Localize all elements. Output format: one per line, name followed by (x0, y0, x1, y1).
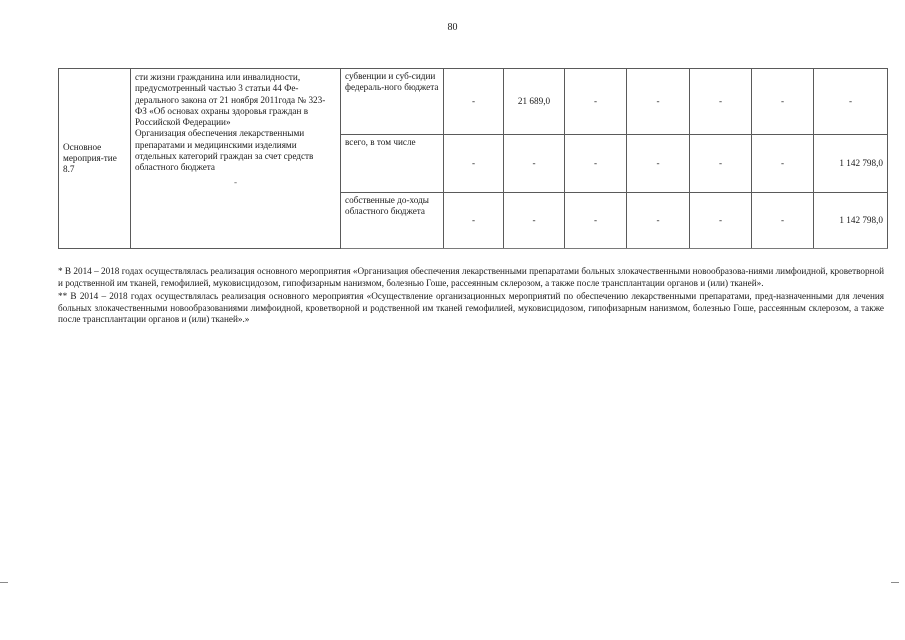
value-cell: - (565, 69, 627, 135)
value-cell: - (565, 135, 627, 193)
scan-edge-mark-right (891, 582, 899, 583)
value-cell: - (504, 193, 565, 249)
value-cell: 1 142 798,0 (814, 135, 888, 193)
description-cell (131, 69, 341, 249)
table-row (59, 69, 888, 135)
footnote-1: * В 2014 – 2018 годах осуществлялась реализация основного мероприятия «Организация обеспечения лекарственными препаратами больных злокачественными новообразова-ниями лимфоидной, кроветворной и родственной им тканей, гемофилией, муковисцидозом, гипофизарным нанизмом, болезнью Гоше, рассеянным склерозом, а также после трансплантации органов и (или) тканей». (58, 266, 884, 288)
value-cell: - (627, 193, 690, 249)
value-cell: - (690, 69, 752, 135)
value-cell: - (444, 193, 504, 249)
description-main: Организация обеспечения лекарственными препаратами и медицинскими изделиями отдельных категорий граждан за счет средств областного бюджета (135, 128, 314, 173)
funding-table (58, 68, 888, 249)
value-cell: - (752, 69, 814, 135)
value-cell: - (814, 69, 888, 135)
description-top: сти жизни гражданина или инвалидности, предусмотренный частью 3 статьи 44 Фе-дерального закона от 21 ноября 2011года № 323-ФЗ «Об основах охраны здоровья граждан в Российской Федерации» (135, 72, 326, 128)
value-cell: 1 142 798,0 (814, 193, 888, 249)
source-cell: собственные до-ходы областного бюджета (341, 193, 444, 249)
activity-cell: Основное мероприя-тие 8.7 (59, 69, 131, 249)
value-cell: - (504, 135, 565, 193)
description-dash: - (233, 176, 238, 187)
footnotes (58, 266, 884, 326)
value-cell: - (690, 193, 752, 249)
value-cell: - (627, 69, 690, 135)
source-cell: всего, в том числе (341, 135, 444, 193)
value-cell: - (752, 193, 814, 249)
value-cell: - (690, 135, 752, 193)
value-cell: 21 689,0 (504, 69, 565, 135)
footnote-2: ** В 2014 – 2018 годах осуществлялась реализация основного мероприятия «Осуществление организационных мероприятий по обеспечению лекарственными препаратами, пред-назначенными для лечения больных злокачественными новообразованиями лимфоидной, кроветворной и родственной им тканей гемофилией, муковисцидозом, гипофизарным нанизмом, болезнью Гоше, рассеянным склерозом, а также после трансплантации органов и (или) тканей».» (58, 291, 884, 325)
source-cell: субвенции и суб-сидии федераль-ного бюджета (341, 69, 444, 135)
scan-edge-mark-left (0, 582, 8, 583)
page-number: 80 (447, 22, 458, 33)
value-cell: - (752, 135, 814, 193)
value-cell: - (565, 193, 627, 249)
value-cell: - (627, 135, 690, 193)
value-cell: - (444, 69, 504, 135)
value-cell: - (444, 135, 504, 193)
